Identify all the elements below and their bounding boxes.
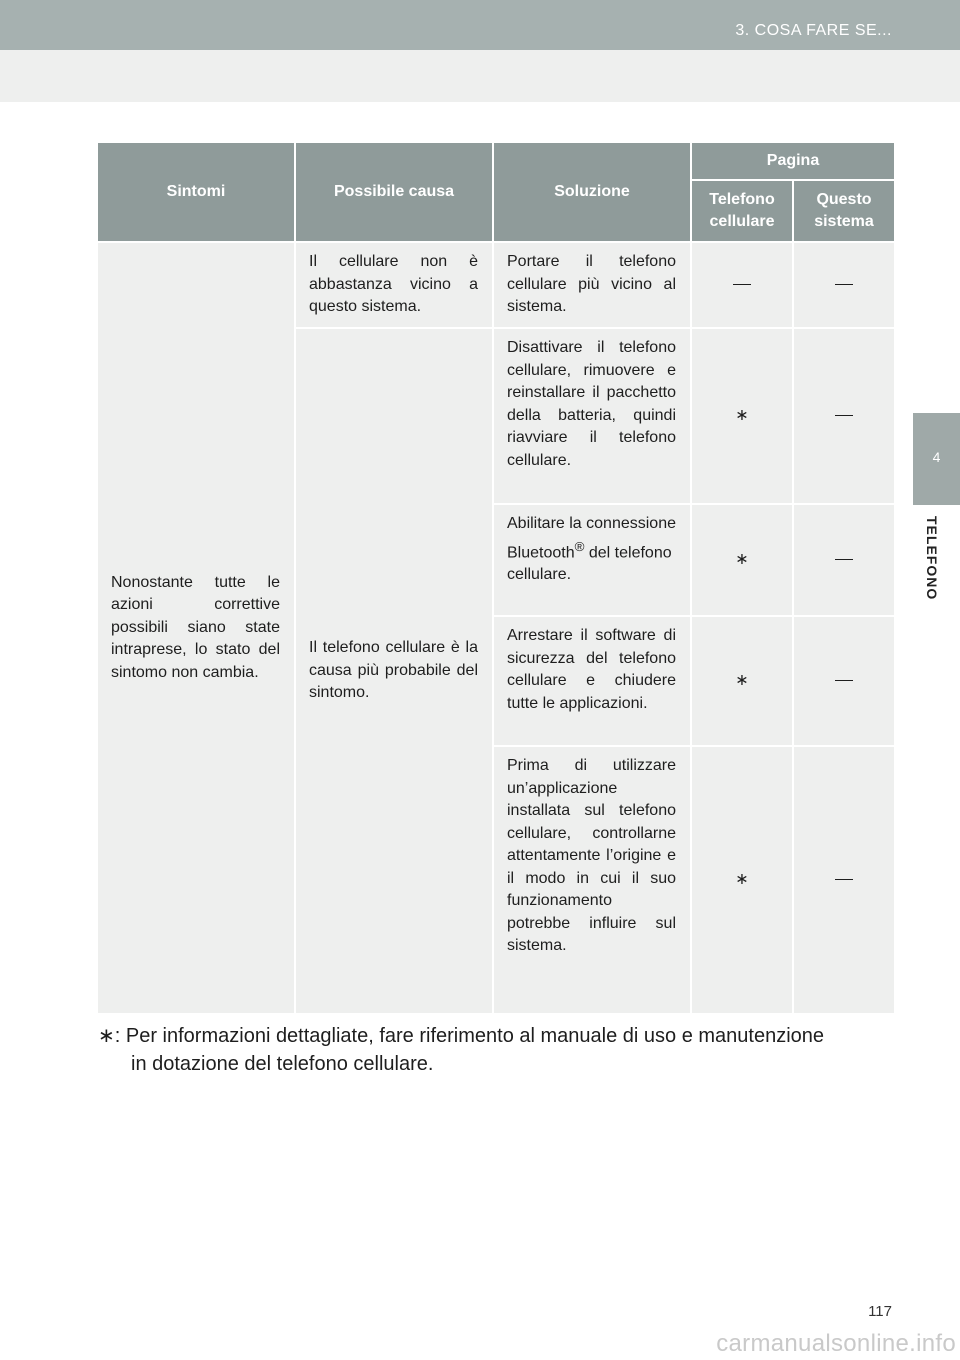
footnote [98, 1022, 898, 1078]
solution-text-b: del telefono cellulare. [507, 543, 672, 584]
footnote-line2: in dotazione del telefono cellulare. [131, 1053, 434, 1075]
header-sintomi: Sintomi [97, 142, 295, 242]
footnote-line1: : Per informazioni dettagliate, fare riferimento al manuale di uso e manutenzione [114, 1025, 825, 1047]
watermark: carmanualsonline.info [716, 1330, 956, 1357]
solution-cell: Prima di utilizzare un’applicazione installata sul telefono cellulare, controllarne attentamente l’origine e il modo in cui il suo funzionamento potrebbe influire sul sistema. [493, 746, 691, 1014]
dash-mark [733, 284, 751, 285]
registered-mark: ® [574, 538, 585, 554]
dash-mark [835, 680, 853, 681]
dash-mark [835, 284, 853, 285]
solution-text-a: Abilitare la connessione Bluetooth [507, 515, 676, 561]
troubleshooting-table [96, 141, 896, 1015]
dash-mark [835, 415, 853, 416]
header-soluzione: Soluzione [493, 142, 691, 242]
system-ref-cell [793, 746, 895, 1014]
dash-mark [835, 559, 853, 560]
phone-ref-cell: ∗ [691, 616, 793, 746]
header-subband [0, 50, 960, 102]
phone-ref-cell: ∗ [691, 504, 793, 616]
table-row [97, 242, 895, 328]
system-ref-cell [793, 328, 895, 504]
page-number: 117 [868, 1303, 892, 1320]
solution-cell: Disattivare il telefono cellulare, rimuovere e reinstallare il pacchetto della batteria, quindi riavviare il telefono cellulare. [493, 328, 691, 504]
phone-ref-cell: ∗ [691, 746, 793, 1014]
header-causa: Possibile causa [295, 142, 493, 242]
cause-cell: Il cellulare non è abbastanza vicino a questo sistema. [295, 242, 493, 328]
solution-cell: Portare il telefono cellulare più vicino al sistema. [493, 242, 691, 328]
system-ref-cell [793, 616, 895, 746]
footnote-marker: ∗ [98, 1025, 115, 1047]
cause-cell: Il telefono cellulare è la causa più probabile del sintomo. [295, 328, 493, 1014]
system-ref-cell [793, 504, 895, 616]
header-sistema-label: Questo sistema [814, 191, 874, 230]
header-sistema [793, 180, 895, 242]
header-telefono-label: Telefono cellulare [709, 191, 775, 230]
phone-ref-cell: ∗ [691, 328, 793, 504]
section-title: 3. COSA FARE SE... [735, 22, 892, 39]
system-ref-cell [793, 242, 895, 328]
solution-cell: Arrestare il software di sicurezza del telefono cellulare e chiudere tutte le applicazioni. [493, 616, 691, 746]
phone-ref-cell [691, 242, 793, 328]
chapter-label: TELEFONO [924, 516, 940, 601]
solution-cell [493, 504, 691, 616]
dash-mark [835, 879, 853, 880]
header-pagina: Pagina [691, 142, 895, 180]
header-telefono [691, 180, 793, 242]
header-band [0, 0, 960, 50]
chapter-number: 4 [932, 449, 941, 465]
symptom-cell: Nonostante tutte le azioni correttive possibili siano state intraprese, lo stato del sintomo non cambia. [97, 242, 295, 1014]
chapter-tab [913, 413, 960, 505]
